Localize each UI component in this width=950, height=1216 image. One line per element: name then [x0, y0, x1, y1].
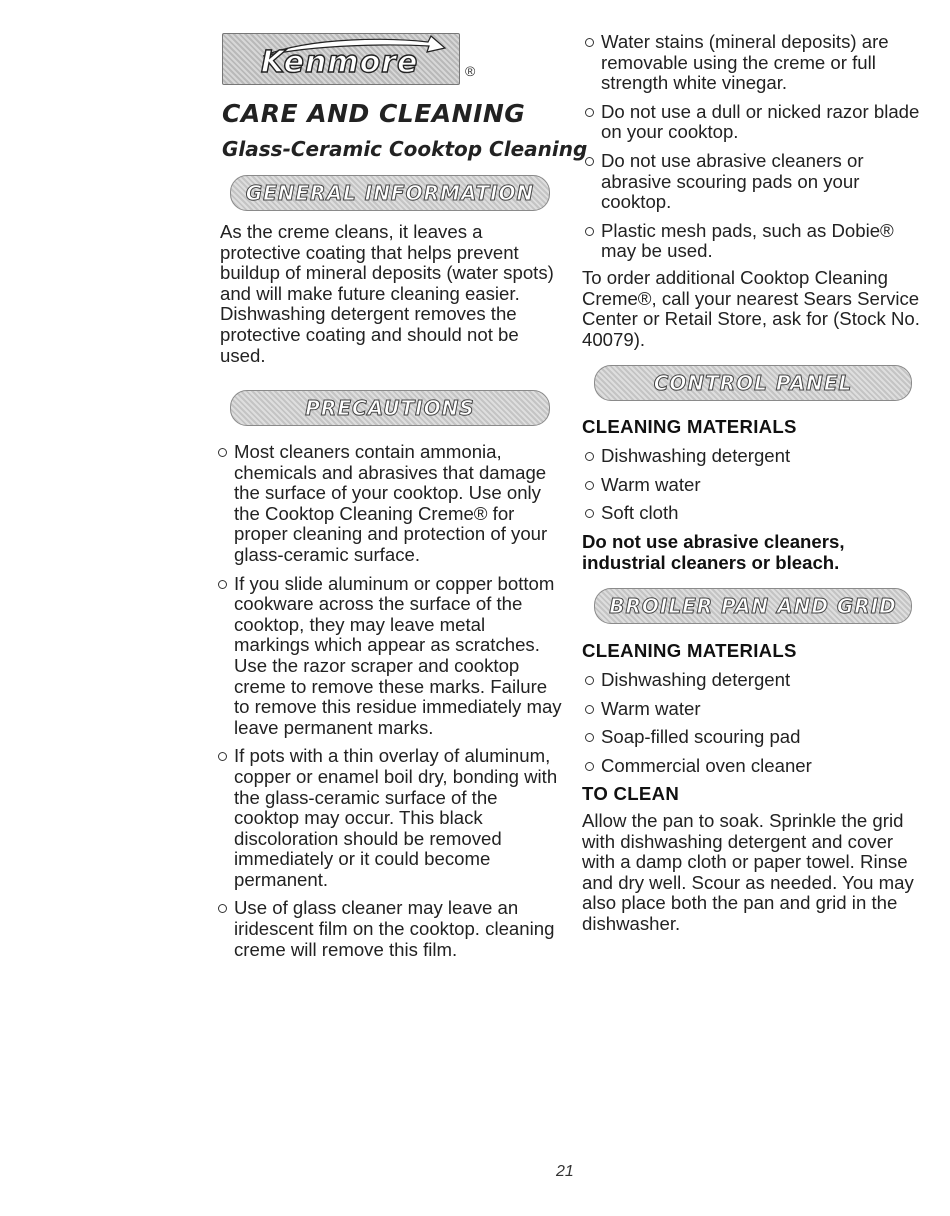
- list-item: Warm water: [585, 699, 920, 720]
- bullet-icon: [585, 733, 594, 742]
- bullet-icon: [218, 904, 227, 913]
- broiler-materials-list: [585, 670, 920, 784]
- bullet-icon: [218, 580, 227, 589]
- bullet-icon: [585, 38, 594, 47]
- kenmore-logo: [222, 33, 492, 85]
- bullet-icon: [585, 481, 594, 490]
- banner-general-information: [230, 175, 550, 211]
- control-panel-materials-heading: CLEANING MATERIALS: [582, 416, 797, 437]
- precautions-continued-list: [585, 32, 920, 270]
- order-note: To order additional Cooktop Cleaning Creme®, call your nearest Sears Service Center or Retail Store, ask for (Stock No. 40079).: [582, 267, 920, 350]
- bullet-icon: [218, 752, 227, 761]
- list-item: Warm water: [585, 475, 920, 496]
- banner-precautions-label: PRECAUTIONS: [305, 396, 475, 420]
- page-number: 21: [556, 1163, 574, 1180]
- list-item: Dishwashing detergent: [585, 446, 920, 467]
- bullet-icon: [585, 676, 594, 685]
- to-clean-heading: TO CLEAN: [582, 783, 680, 804]
- logo-badge: [222, 33, 460, 85]
- bullet-icon: [585, 452, 594, 461]
- general-information-paragraph: As the creme cleans, it leaves a protective coating that helps prevent buildup of mineral deposits (water spots) and will make future cleaning easier. Dishwashing detergent removes the protective coating and should not be used.: [220, 221, 554, 366]
- bullet-icon: [218, 448, 227, 457]
- banner-broiler-pan-and-grid: [594, 588, 912, 624]
- list-item: Soft cloth: [585, 503, 920, 524]
- list-item: If you slide aluminum or copper bottom cookware across the surface of the cooktop, they may leave metal markings which appear as scratches. Use the razor scraper and cooktop creme to remove these marks. Failure to remove this residue immediately may leave permanent marks.: [218, 574, 563, 739]
- banner-broiler-pan-label: BROILER PAN AND GRID: [609, 594, 897, 618]
- banner-precautions: [230, 390, 550, 426]
- registered-mark: ®: [465, 63, 476, 79]
- list-item: Water stains (mineral deposits) are removable using the creme or full strength white vinegar.: [585, 32, 920, 94]
- list-item: Do not use abrasive cleaners or abrasive scouring pads on your cooktop.: [585, 151, 920, 213]
- banner-control-panel: [594, 365, 912, 401]
- list-item: Most cleaners contain ammonia, chemicals and abrasives that damage the surface of your cooktop. Use only the Cooktop Cleaning Creme® for proper cleaning and protection of your glass-ceramic surface.: [218, 442, 563, 566]
- control-panel-warning: Do not use abrasive cleaners, industrial cleaners or bleach.: [582, 531, 845, 573]
- bullet-icon: [585, 227, 594, 236]
- bullet-icon: [585, 705, 594, 714]
- list-item: Soap-filled scouring pad: [585, 727, 920, 748]
- broiler-materials-heading: CLEANING MATERIALS: [582, 640, 797, 661]
- bullet-icon: [585, 762, 594, 771]
- banner-control-panel-label: CONTROL PANEL: [653, 371, 853, 395]
- list-item: Plastic mesh pads, such as Dobie® may be used.: [585, 221, 920, 262]
- list-item: Commercial oven cleaner: [585, 756, 920, 777]
- precautions-list: [218, 442, 563, 968]
- list-item: Dishwashing detergent: [585, 670, 920, 691]
- page-subtitle: Glass-Ceramic Cooktop Cleaning: [222, 137, 588, 161]
- banner-general-information-label: GENERAL INFORMATION: [245, 181, 535, 205]
- list-item: If pots with a thin overlay of aluminum, copper or enamel boil dry, bonding with the glass-ceramic surface of the cooktop may occur. This black discoloration should be removed immediately or it could become permanent.: [218, 746, 563, 890]
- logo-text: Kenmore: [261, 45, 419, 80]
- control-panel-materials-list: [585, 446, 920, 532]
- bullet-icon: [585, 157, 594, 166]
- bullet-icon: [585, 509, 594, 518]
- list-item: Use of glass cleaner may leave an iridescent film on the cooktop. cleaning creme will remove this film.: [218, 898, 563, 960]
- to-clean-paragraph: Allow the pan to soak. Sprinkle the grid with dishwashing detergent and cover with a damp cloth or paper towel. Rinse and dry well. Scour as needed. You may also place both the pan and grid in the dishwasher.: [582, 810, 914, 934]
- bullet-icon: [585, 108, 594, 117]
- page-title: CARE AND CLEANING: [222, 99, 526, 128]
- list-item: Do not use a dull or nicked razor blade on your cooktop.: [585, 102, 920, 143]
